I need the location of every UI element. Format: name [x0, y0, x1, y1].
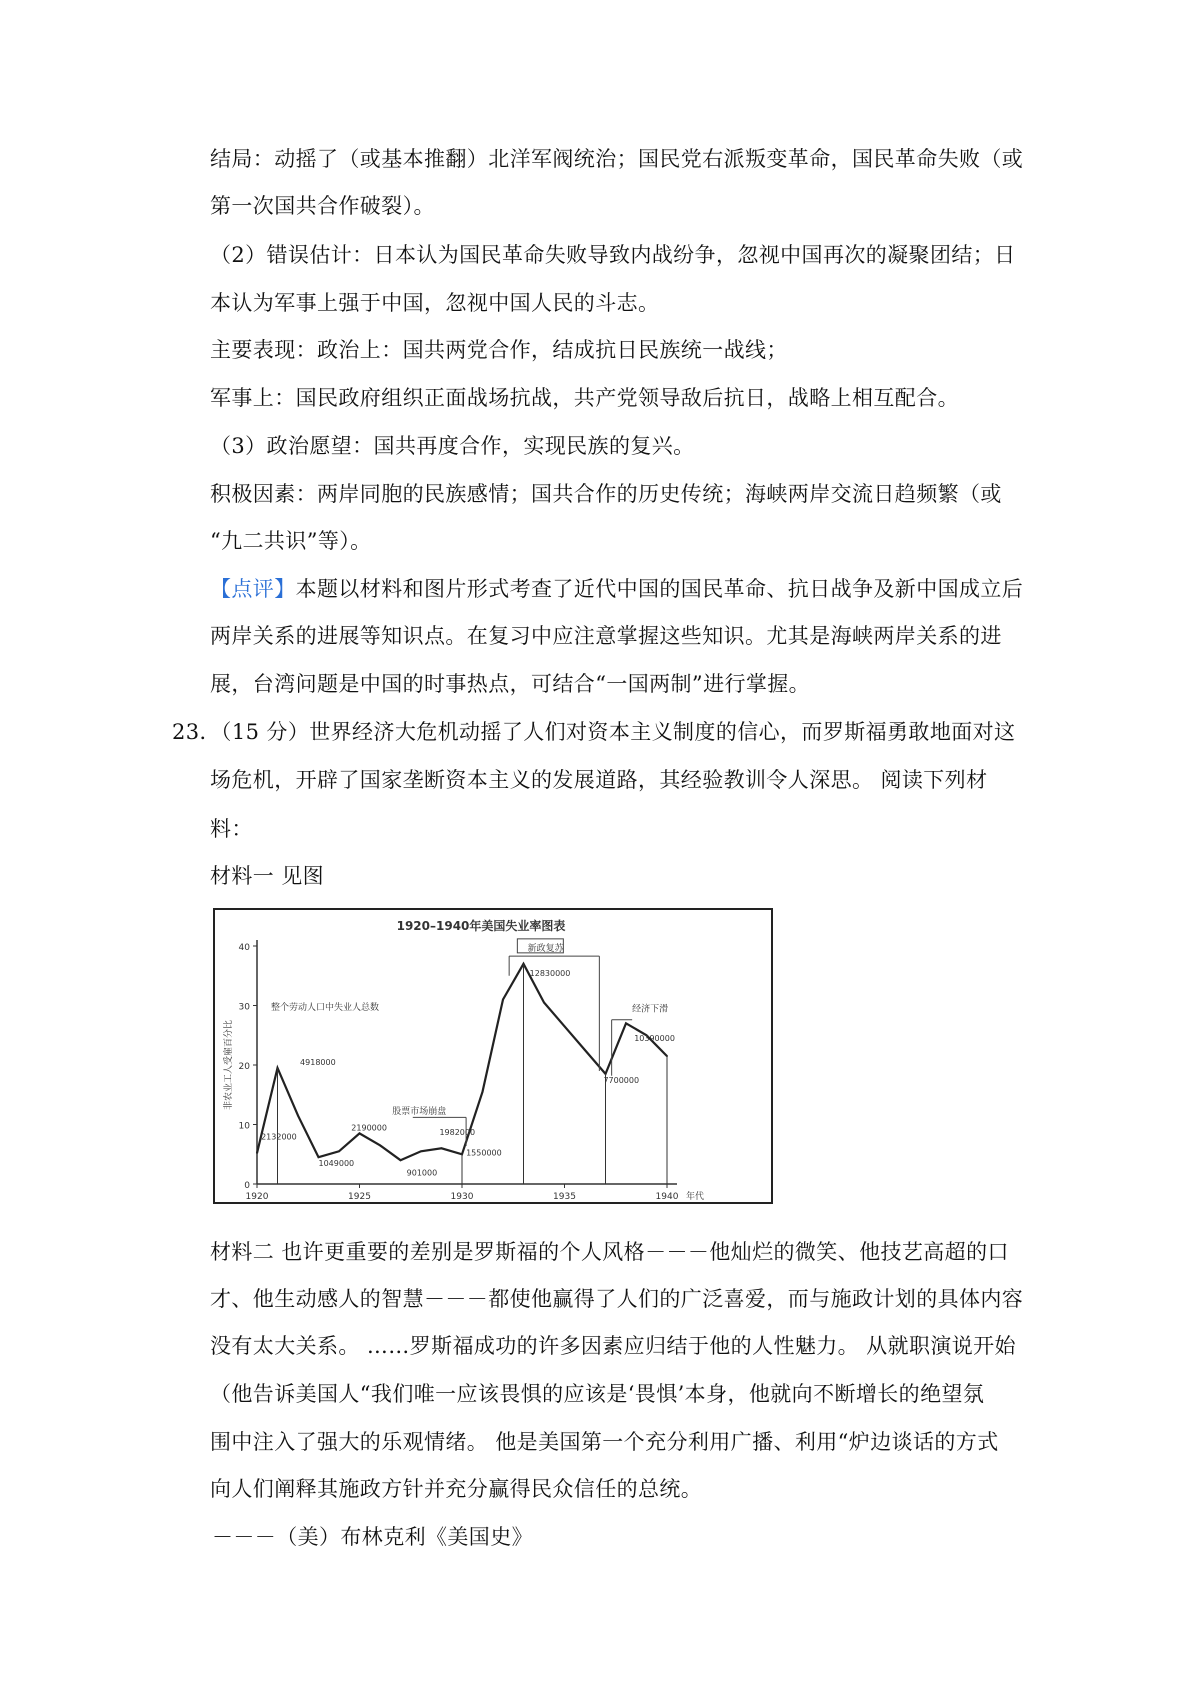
x-axis-label: 年代 — [685, 1192, 705, 1202]
chart-title: 1920–1940年美国失业率图表 — [396, 919, 566, 933]
x-tick-label: 1920 — [245, 1192, 269, 1202]
paragraph-text: 展，台湾问题是中国的时事热点，可结合“一国两制”进行掌握。 — [210, 672, 811, 696]
x-tick-label: 1925 — [348, 1192, 371, 1202]
paragraph-line — [210, 336, 788, 364]
x-tick-label: 1930 — [450, 1192, 474, 1202]
chart-svg — [213, 908, 773, 1204]
y-tick-label: 0 — [244, 1181, 250, 1191]
material-line — [212, 1523, 533, 1551]
data-point — [359, 1133, 361, 1135]
paragraph-text: 料： — [210, 817, 253, 841]
y-tick-label: 10 — [238, 1121, 250, 1132]
paragraph-line — [210, 622, 1002, 650]
value-label: 4918000 — [300, 1058, 336, 1067]
data-point — [441, 1147, 443, 1149]
material-text: （他告诉美国人“我们唯一应该畏惧的应该是‘畏惧’本身，他就向不断增长的绝望氛 — [210, 1382, 985, 1406]
event-label: 新政复苏 — [527, 943, 564, 954]
material-text: 材料二 也许更重要的差别是罗斯福的个人风格－－－他灿烂的微笑、他技艺高超的口 — [210, 1240, 1009, 1264]
data-point — [400, 1159, 402, 1161]
paragraph-text: 两岸关系的进展等知识点。在复习中应注意掌握这些知识。尤其是海峡两岸关系的进 — [210, 624, 1002, 648]
value-label: 12830000 — [529, 968, 571, 978]
paragraph-line — [210, 766, 987, 794]
paragraph-text: “九二共识”等）。 — [210, 529, 372, 553]
chart-frame — [214, 909, 772, 1203]
paragraph-line — [210, 480, 1002, 508]
paragraph-text: 主要表现：政治上：国共两党合作，结成抗日民族统一战线； — [210, 338, 788, 362]
x-tick-label: 1935 — [553, 1192, 576, 1202]
data-point — [584, 1049, 586, 1051]
paragraph-text: 材料一 见图 — [210, 864, 325, 888]
data-point — [379, 1144, 381, 1146]
value-label: 2190000 — [351, 1123, 387, 1133]
paragraph-line — [210, 192, 435, 220]
paragraph-line — [210, 527, 372, 555]
material-line — [210, 1332, 1016, 1360]
paragraph-line — [210, 575, 1023, 603]
value-label: 1982000 — [439, 1128, 476, 1138]
data-point — [318, 1156, 320, 1158]
data-point — [482, 1091, 484, 1093]
paragraph-line — [210, 145, 1023, 173]
paragraph-text: （3）政治愿望：国共再度合作，实现民族的复兴。 — [210, 434, 695, 458]
y-tick-label: 40 — [238, 943, 250, 953]
paragraph-text: 本题以材料和图片形式考查了近代中国的国民革命、抗日战争及新中国成立后 — [295, 577, 1024, 601]
paragraph-line — [210, 862, 324, 890]
paragraph-line — [210, 432, 695, 460]
paragraph-text: 第一次国共合作破裂）。 — [210, 194, 435, 218]
value-label: 901000 — [406, 1168, 438, 1178]
y-axis-label: 非农业工人受雇百分比 — [224, 1019, 234, 1111]
material-text: －－－（美）布林克利《美国史》 — [212, 1525, 533, 1549]
paragraph-text: 场危机，开辟了国家垄断资本主义的发展道路，其经验教训令人深思。 阅读下列材 — [210, 768, 988, 792]
material-text: 向人们阐释其施政方针并充分赢得民众信任的总统。 — [210, 1477, 703, 1501]
paragraph-line — [172, 718, 1015, 746]
value-label: 10390000 — [634, 1034, 675, 1044]
data-point — [625, 1022, 627, 1024]
data-point — [502, 999, 504, 1001]
paragraph-text: 结局：动摇了（或基本推翻）北洋军阀统治；国民党右派叛变革命，国民革命失败（或 — [210, 147, 1024, 171]
value-label: 7700000 — [603, 1075, 640, 1085]
paragraph-text: 军事上：国民政府组织正面战场抗战，共产党领导敌后抗日，战略上相互配合。 — [210, 386, 959, 410]
paragraph-text: 积极因素：两岸同胞的民族感情；国共合作的历史传统；海峡两岸交流日趋频繁（或 — [210, 482, 1002, 506]
paragraph-line — [210, 241, 1016, 269]
paragraph-text: （2）错误估计：日本认为国民革命失败导致内战纷争，忽视中国再次的凝聚团结；日 — [210, 243, 1016, 267]
data-point — [338, 1150, 340, 1152]
material-text: 没有太大关系。 ……罗斯福成功的许多因素应归结于他的人性魅力。 从就职演说开始 — [210, 1334, 1016, 1358]
material-line — [210, 1380, 984, 1408]
material-line — [210, 1285, 1023, 1313]
material-line — [210, 1238, 1009, 1266]
data-point — [564, 1025, 566, 1027]
value-label: 1049000 — [318, 1159, 355, 1169]
comment-label: 【点评】 — [210, 577, 296, 601]
event-label: 股票市场崩盘 — [392, 1106, 447, 1117]
data-point — [256, 1152, 258, 1154]
paragraph-text: 23．（15 分）世界经济大危机动摇了人们对资本主义制度的信心，而罗斯福勇敢地面对这 — [172, 720, 1016, 744]
event-label: 经济下滑 — [632, 1004, 669, 1015]
y-tick-label: 20 — [238, 1062, 250, 1072]
value-label: 2132000 — [261, 1132, 297, 1142]
value-label: 1550000 — [466, 1148, 502, 1158]
data-point — [543, 1002, 545, 1004]
material-line — [210, 1428, 999, 1456]
material-text: 才、他生动感人的智慧－－－都使他赢得了人们的广泛喜爱，而与施政计划的具体内容 — [210, 1287, 1024, 1311]
unemployment-chart — [213, 908, 773, 1204]
paragraph-line — [210, 384, 959, 412]
data-point — [297, 1115, 299, 1117]
paragraph-line — [210, 289, 659, 317]
material-text: 围中注入了强大的乐观情绪。 他是美国第一个充分利用广播、利用“炉边谈话的方式 — [210, 1430, 999, 1454]
paragraph-text: 本认为军事上强于中国，忽视中国人民的斗志。 — [210, 291, 660, 315]
y-tick-label: 30 — [238, 1002, 250, 1013]
data-point — [420, 1150, 422, 1152]
paragraph-line — [210, 815, 253, 843]
paragraph-line — [210, 670, 810, 698]
material-line — [210, 1475, 702, 1503]
series-label: 整个劳动人口中失业人总数 — [271, 1003, 380, 1013]
x-tick-label: 1940 — [655, 1192, 679, 1202]
